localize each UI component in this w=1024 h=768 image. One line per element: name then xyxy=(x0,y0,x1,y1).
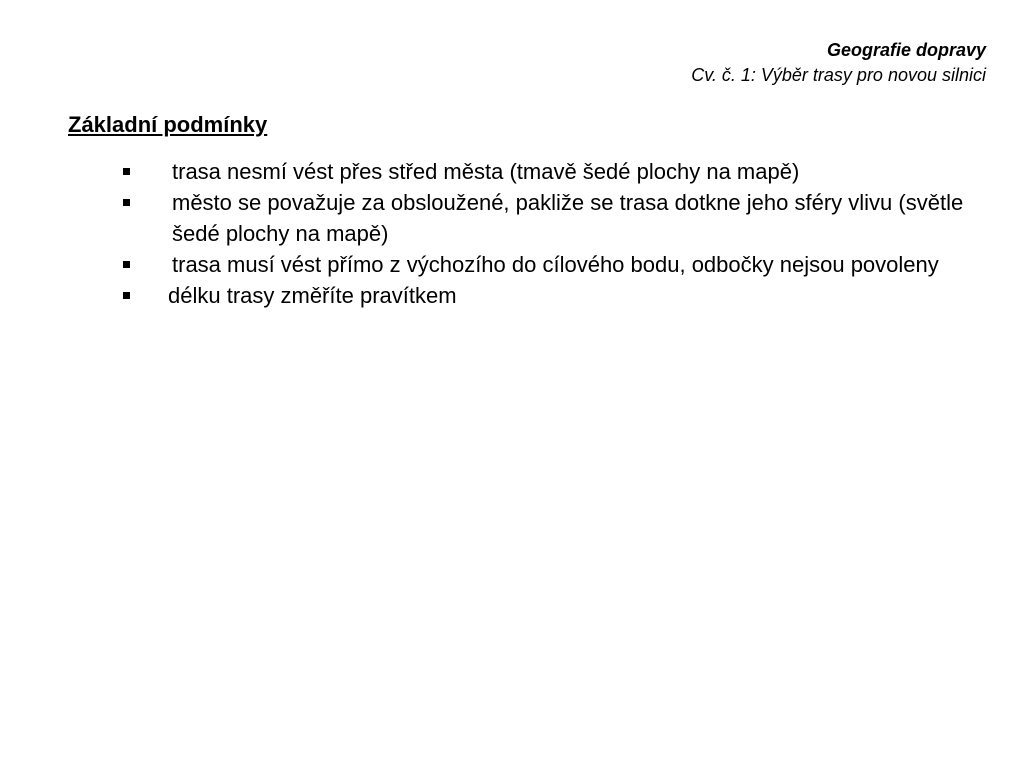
list-item xyxy=(120,249,970,280)
list-item-text: délku trasy změříte pravítkem xyxy=(168,283,457,308)
list-item-text: město se považuje za obsloužené, pakliže se trasa dotkne jeho sféry vlivu (světle šedé plochy na mapě) xyxy=(172,190,964,246)
list-item-text: trasa musí vést přímo z výchozího do cílového bodu, odbočky nejsou povoleny xyxy=(172,252,939,277)
square-bullet-icon xyxy=(123,261,130,268)
conditions-list xyxy=(120,156,970,311)
square-bullet-icon xyxy=(123,199,130,206)
list-item-text: trasa nesmí vést přes střed města (tmavě šedé plochy na mapě) xyxy=(172,159,800,184)
square-bullet-icon xyxy=(123,292,130,299)
list-item xyxy=(120,280,970,311)
list-item xyxy=(120,156,970,187)
list-item xyxy=(120,187,970,249)
slide-header xyxy=(691,38,986,88)
section-heading: Základní podmínky xyxy=(68,112,268,137)
course-title: Geografie dopravy xyxy=(826,40,986,60)
exercise-title: Cv. č. 1: Výběr trasy pro novou silnici xyxy=(691,65,986,85)
square-bullet-icon xyxy=(123,168,130,175)
